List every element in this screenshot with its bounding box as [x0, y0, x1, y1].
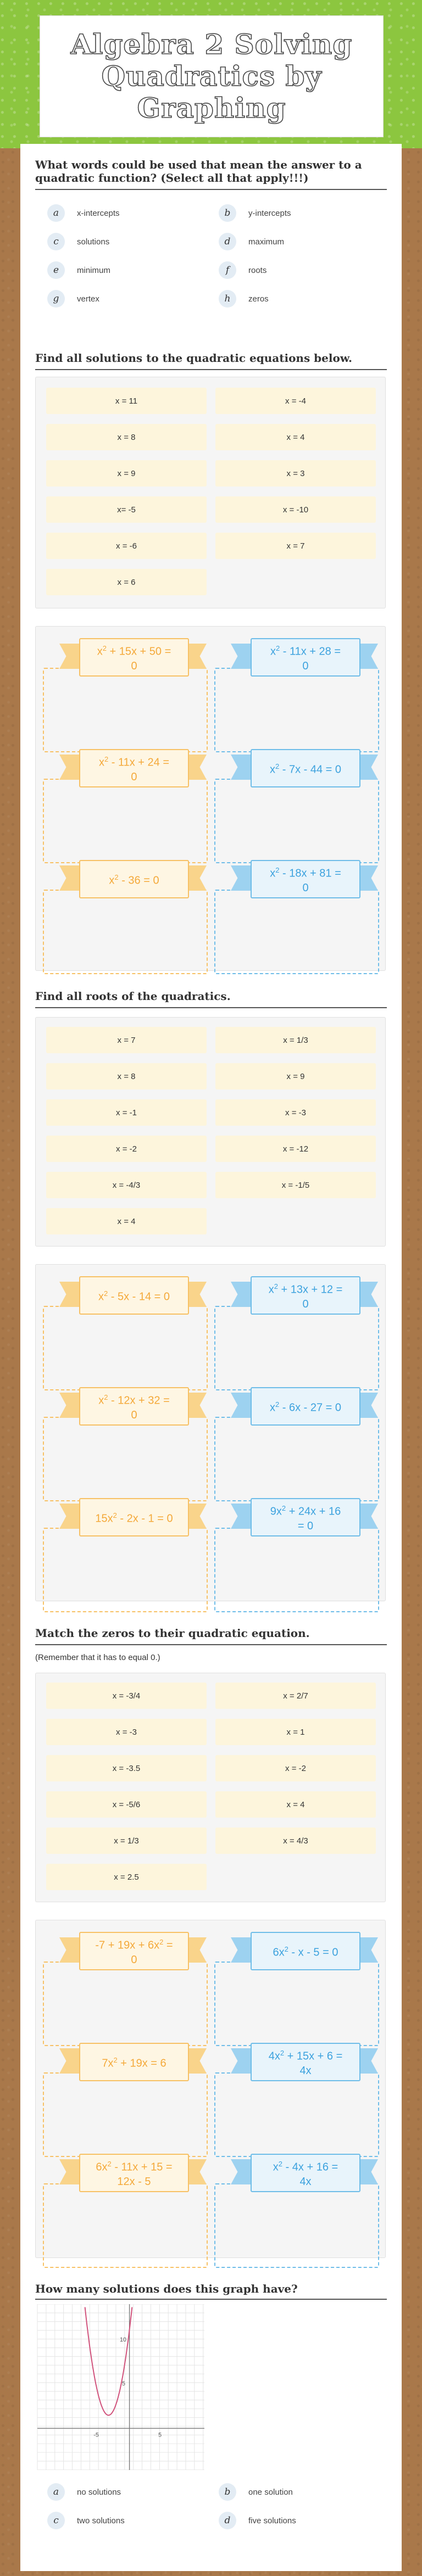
drop-zone[interactable]: [214, 2183, 379, 2268]
answer-chip[interactable]: x = -4/3: [46, 1172, 207, 1198]
equation-label: [251, 1387, 360, 1426]
equation-rest: - 11x + 15 =: [111, 2161, 173, 2173]
choice-letter-e: e: [47, 261, 65, 279]
answer-chip[interactable]: x = -4: [215, 388, 376, 414]
equation-term: 9x: [270, 1505, 282, 1518]
answer-chip[interactable]: x = -2: [46, 1136, 207, 1162]
answer-chip[interactable]: x = -6: [46, 533, 207, 559]
equation-exponent: 2: [104, 1393, 108, 1402]
answer-chip[interactable]: x = 11: [46, 388, 207, 414]
equation-exponent: 2: [274, 1282, 278, 1291]
equation-term: x: [97, 645, 103, 658]
equation-line-2: 0: [131, 770, 137, 783]
answer-chip[interactable]: x = 4/3: [215, 1828, 376, 1854]
question-5-rule: [35, 2299, 387, 2300]
choice-label: solutions: [77, 237, 110, 247]
equation-rest: =: [163, 1939, 173, 1952]
equation-label: [79, 1498, 189, 1536]
equation-rest: - 36 = 0: [118, 874, 159, 887]
choice-label: vertex: [77, 294, 99, 304]
question-4-prompt: Match the zeros to their quadratic equation.: [35, 1627, 310, 1640]
equation-term: -7 + 19x + 6x: [95, 1939, 160, 1952]
drop-zone[interactable]: [43, 1417, 208, 1501]
equation-term: x: [98, 1290, 104, 1303]
equation-line-2: 0: [131, 1409, 137, 1421]
equation-exponent: 2: [113, 2056, 118, 2065]
choice-label: one solution: [248, 2487, 293, 2497]
equation-line-2: 0: [302, 1298, 309, 1310]
equation-rest: + 15x + 50 =: [106, 645, 171, 658]
drop-zone[interactable]: [214, 890, 379, 974]
equation-rest: - 5x - 14 = 0: [108, 1290, 170, 1303]
answer-chip[interactable]: x = -3: [46, 1719, 207, 1745]
equation-rest: - 11x + 28 =: [280, 645, 341, 658]
equation-exponent: 2: [103, 1289, 108, 1298]
choice-label: y-intercepts: [248, 208, 291, 218]
equation-banner: [231, 2043, 378, 2081]
answer-chip[interactable]: x = 2/7: [215, 1683, 376, 1709]
equation-rest: + 13x + 12 =: [277, 1283, 343, 1296]
choice-letter-g: g: [47, 290, 65, 308]
equation-term: x: [270, 867, 276, 880]
equation-rest: + 24x + 16: [286, 1505, 341, 1518]
equation-rest: - 6x - 27 = 0: [279, 1401, 342, 1414]
answer-chip[interactable]: x = -10: [215, 496, 376, 523]
equation-rest: - 2x - 1 = 0: [116, 1512, 173, 1525]
choice-option-g[interactable]: [47, 290, 99, 308]
answer-chip[interactable]: x = -1: [46, 1099, 207, 1126]
choice-letter-b: b: [219, 2483, 236, 2501]
question-1-rule: [35, 189, 387, 190]
question-1-prompt: What words could be used that mean the answer to a quadratic function? (Select all that apply!!!): [35, 158, 362, 185]
equation-term: x: [270, 645, 276, 658]
choice-label: zeros: [248, 294, 269, 304]
equation-line-2: = 0: [297, 1519, 314, 1532]
choice-letter-d: d: [219, 2512, 236, 2529]
drop-zone[interactable]: [43, 1306, 208, 1390]
equation-banner: [231, 749, 378, 787]
answer-chip[interactable]: x = -5/6: [46, 1791, 207, 1818]
choice-option-c[interactable]: [47, 233, 109, 250]
equation-exponent: 2: [113, 1511, 117, 1520]
equation-term: x: [98, 1394, 104, 1407]
equation-line-2: 0: [131, 660, 137, 672]
drop-zone[interactable]: [43, 779, 208, 863]
drop-zone[interactable]: [214, 2072, 379, 2157]
equation-line-2: 0: [131, 1953, 137, 1966]
equation-label: [79, 1932, 189, 1970]
choice-label: no solutions: [77, 2487, 121, 2497]
equation-exponent: 2: [275, 1400, 280, 1409]
question-2-rule: [35, 369, 387, 370]
equation-exponent: 2: [159, 1938, 164, 1947]
choice-option-b[interactable]: [219, 204, 291, 222]
x-tick-5: 5: [158, 2432, 162, 2439]
equation-label: [79, 860, 189, 898]
equation-term: x: [273, 2161, 279, 2173]
drop-zone[interactable]: [43, 2072, 208, 2157]
answer-chip[interactable]: x = 1/3: [46, 1828, 207, 1854]
equation-label: [251, 2154, 360, 2192]
equation-banner: [59, 1932, 207, 1970]
equation-exponent: 2: [275, 762, 280, 771]
equation-banner: [231, 638, 378, 677]
answer-chip[interactable]: x = -3/4: [46, 1683, 207, 1709]
equation-banner: [59, 1276, 207, 1315]
equation-term: x: [98, 756, 104, 769]
question-5-prompt: How many solutions does this graph have?: [35, 2282, 298, 2295]
choice-option-e[interactable]: [47, 261, 110, 279]
answer-chip[interactable]: x = 8: [46, 1063, 207, 1089]
equation-label: [79, 1387, 189, 1426]
choice-label: minimum: [77, 265, 110, 275]
page-title: Algebra 2 Solving Quadratics by Graphing: [70, 28, 353, 124]
equation-rest: - 12x + 32 =: [108, 1394, 170, 1407]
equation-banner: [231, 2154, 378, 2192]
equation-banner: [59, 2154, 207, 2192]
equation-exponent: 2: [278, 2160, 283, 2169]
equation-label: [79, 1276, 189, 1315]
drop-zone[interactable]: [43, 668, 208, 752]
equation-line-2: 12x - 5: [117, 2175, 151, 2188]
choice-label: roots: [248, 265, 267, 275]
equation-label: [79, 2043, 189, 2081]
answer-chip[interactable]: x = 4: [215, 424, 376, 450]
choice-option-d[interactable]: [219, 233, 284, 250]
choice-option-h[interactable]: [219, 290, 269, 308]
choice-option-b[interactable]: [219, 2483, 293, 2501]
equation-rest: - 18x + 81 =: [279, 867, 341, 880]
question-3-rule: [35, 1007, 387, 1008]
equation-term: 15x: [95, 1512, 113, 1525]
equation-label: [79, 749, 189, 787]
equation-line-2: 4x: [299, 2175, 312, 2188]
equation-rest: - 4x + 16 =: [282, 2161, 338, 2173]
question-4-note: (Remember that it has to equal 0.): [35, 1653, 160, 1662]
answer-chip[interactable]: x = -3: [215, 1099, 376, 1126]
equation-term: 7x: [102, 2057, 114, 2070]
equation-line-2: 0: [302, 881, 309, 894]
drop-zone[interactable]: [214, 779, 379, 863]
equation-exponent: 2: [107, 2160, 112, 2169]
choice-option-d[interactable]: [219, 2512, 296, 2529]
drop-zone[interactable]: [214, 668, 379, 752]
equation-rest: + 19x = 6: [117, 2057, 166, 2070]
equation-exponent: 2: [114, 873, 119, 882]
equation-exponent: 2: [281, 1504, 286, 1513]
choice-label: two solutions: [77, 2516, 125, 2525]
equation-label: [251, 1276, 360, 1315]
choice-letter-d: d: [219, 233, 236, 250]
equation-term: x: [109, 874, 115, 887]
parabola-graph: [35, 2304, 207, 2470]
drop-zone[interactable]: [214, 1306, 379, 1390]
equation-label: [251, 749, 360, 787]
answer-chip[interactable]: x = 1: [215, 1719, 376, 1745]
answer-chip[interactable]: x = 4: [215, 1791, 376, 1818]
equation-term: 4x: [268, 2050, 280, 2063]
answer-chip[interactable]: x = 3: [215, 460, 376, 487]
equation-exponent: 2: [275, 644, 280, 653]
equation-rest: + 15x + 6 =: [284, 2050, 343, 2063]
equation-rest: - 11x + 24 =: [108, 756, 170, 769]
choice-label: maximum: [248, 237, 285, 247]
equation-banner: [59, 1498, 207, 1536]
question-4-rule: [35, 1644, 387, 1645]
equation-term: x: [268, 1283, 274, 1296]
equation-exponent: 2: [284, 1945, 288, 1954]
equation-exponent: 2: [104, 755, 109, 764]
answer-chip[interactable]: x = 7: [46, 1027, 207, 1053]
equation-banner: [59, 860, 207, 898]
equation-label: [251, 2043, 360, 2081]
answer-chip[interactable]: x = -2: [215, 1755, 376, 1781]
equation-label: [251, 1498, 360, 1536]
equation-line-2: 4x: [299, 2064, 312, 2077]
choice-letter-c: c: [47, 2512, 65, 2529]
equation-term: x: [269, 763, 275, 776]
equation-label: [79, 2154, 189, 2192]
answer-chip[interactable]: x = 1/3: [215, 1027, 376, 1053]
drop-zone[interactable]: [43, 890, 208, 974]
x-tick-neg5: -5: [93, 2432, 99, 2439]
equation-banner: [59, 2043, 207, 2081]
equation-line-2: 0: [302, 660, 309, 672]
equation-rest: - x - 5 = 0: [288, 1946, 338, 1959]
answer-chip[interactable]: x = 4: [46, 1208, 207, 1234]
equation-label: [79, 638, 189, 677]
choice-letter-a: a: [47, 2483, 65, 2501]
equation-term: 6x: [273, 1946, 285, 1959]
equation-term: x: [269, 1401, 275, 1414]
question-3-prompt: Find all roots of the quadratics.: [35, 990, 231, 1003]
answer-chip[interactable]: x = 2.5: [46, 1864, 207, 1890]
equation-banner: [231, 860, 378, 898]
answer-chip[interactable]: x = -1/5: [215, 1172, 376, 1198]
equation-label: [251, 638, 360, 677]
equation-banner: [59, 1387, 207, 1426]
choice-letter-h: h: [219, 290, 236, 308]
drop-zone[interactable]: [43, 1962, 208, 2046]
drop-zone[interactable]: [43, 2183, 208, 2268]
choice-option-a[interactable]: [47, 204, 120, 222]
equation-exponent: 2: [275, 866, 280, 875]
choice-option-c[interactable]: [47, 2512, 125, 2529]
equation-exponent: 2: [102, 644, 107, 653]
y-tick-10: 10: [120, 2337, 126, 2344]
title-card: [40, 15, 384, 137]
answer-chip[interactable]: x = 8: [46, 424, 207, 450]
choice-letter-b: b: [219, 204, 236, 222]
equation-label: [251, 1932, 360, 1970]
drop-zone[interactable]: [214, 1417, 379, 1501]
equation-banner: [231, 1387, 378, 1426]
equation-label: [251, 860, 360, 898]
answer-chip[interactable]: x = 7: [215, 533, 376, 559]
answer-chip[interactable]: x = 9: [215, 1063, 376, 1089]
choice-label: x-intercepts: [77, 208, 120, 218]
choice-letter-a: a: [47, 204, 65, 222]
y-tick-5: 5: [121, 2381, 125, 2388]
answer-chip[interactable]: x = -3.5: [46, 1755, 207, 1781]
answer-chip[interactable]: x= -5: [46, 496, 207, 523]
choice-letter-c: c: [47, 233, 65, 250]
choice-option-f[interactable]: [219, 261, 266, 279]
equation-term: 6x: [96, 2161, 108, 2173]
choice-option-a[interactable]: [47, 2483, 121, 2501]
question-2-prompt: Find all solutions to the quadratic equations below.: [35, 351, 352, 365]
drop-zone[interactable]: [214, 1962, 379, 2046]
drop-zone[interactable]: [43, 1528, 208, 1612]
equation-banner: [231, 1932, 378, 1970]
drop-zone[interactable]: [214, 1528, 379, 1612]
equation-banner: [59, 638, 207, 677]
choice-letter-f: f: [219, 261, 236, 279]
equation-banner: [59, 749, 207, 787]
answer-chip[interactable]: x = -12: [215, 1136, 376, 1162]
answer-chip[interactable]: x = 6: [46, 569, 207, 595]
equation-exponent: 2: [280, 2049, 285, 2058]
answer-chip[interactable]: x = 9: [46, 460, 207, 487]
equation-banner: [231, 1498, 378, 1536]
choice-label: five solutions: [248, 2516, 296, 2525]
equation-banner: [231, 1276, 378, 1315]
equation-rest: - 7x - 44 = 0: [279, 763, 342, 776]
